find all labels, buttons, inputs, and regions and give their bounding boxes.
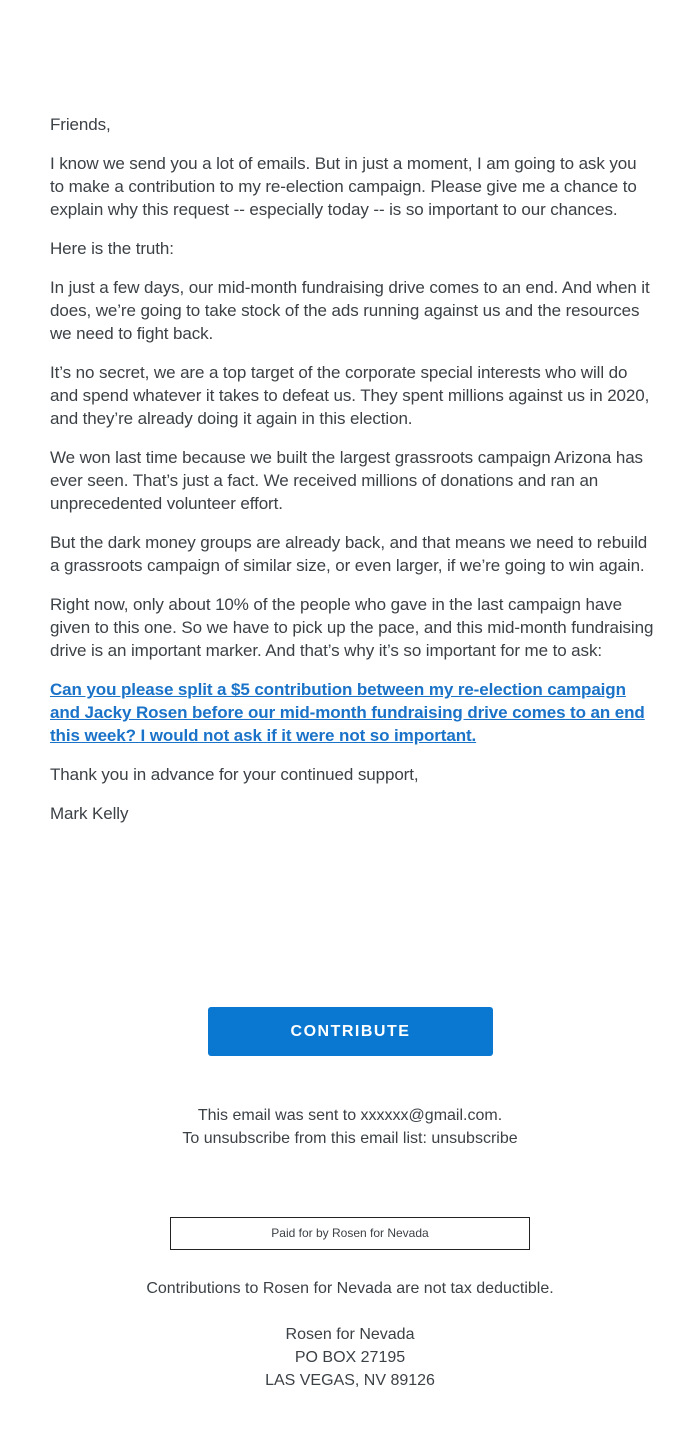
paragraph-drive: In just a few days, our mid-month fundraising drive comes to an end. And when it does, we’re going to take stock of the ads running against us and the resources we need to fight back.	[50, 278, 650, 343]
paragraph-target: It’s no secret, we are a top target of the corporate special interests who will do and spend whatever it takes to defeat us. They spent millions against us in 2020, and they’re already doing it again in this election.	[50, 363, 650, 428]
paragraph-truth: Here is the truth:	[50, 239, 174, 258]
paid-for-disclaimer: Paid for by Rosen for Nevada	[170, 1217, 530, 1250]
email-body	[50, 113, 654, 841]
paragraph-thanks: Thank you in advance for your continued support,	[50, 765, 419, 784]
paragraph-won: We won last time because we built the largest grassroots campaign Arizona has ever seen. That’s just a fact. We received millions of donations and ran an unprecedented volunteer effort.	[50, 448, 643, 513]
greeting: Friends,	[50, 115, 111, 134]
sent-to-text: This email was sent to xxxxxx@gmail.com.	[197, 1107, 503, 1124]
address-po-box: PO BOX 27195	[294, 1349, 406, 1366]
address-city: LAS VEGAS, NV 89126	[265, 1372, 435, 1389]
paragraph-intro: I know we send you a lot of emails. But in just a moment, I am going to ask you to make a contribution to my re-election campaign. Please give me a chance to explain why this request -- especially today -- is so important to our chances.	[50, 154, 637, 219]
mailing-address	[0, 1323, 700, 1392]
signature: Mark Kelly	[50, 804, 129, 823]
ask-paragraph	[50, 678, 654, 747]
paragraph-right-now: Right now, only about 10% of the people who gave in the last campaign have given to this one. So we have to pick up the pace, and this mid-month fundraising drive is an important marker. And that’s why it’s so important for me to ask:	[50, 595, 654, 660]
footer-sent-info	[0, 1104, 700, 1150]
paragraph-dark-money: But the dark money groups are already back, and that means we need to rebuild a grassroots campaign of similar size, or even larger, if we’re going to win again.	[50, 533, 648, 575]
tax-deductible-note: Contributions to Rosen for Nevada are not tax deductible.	[146, 1280, 554, 1297]
contribute-button[interactable]: CONTRIBUTE	[208, 1007, 493, 1056]
address-org: Rosen for Nevada	[285, 1326, 415, 1343]
contribution-ask-link[interactable]: Can you please split a $5 contribution between my re-election campaign and Jacky Rosen before our mid-month fundraising drive comes to an end this week? I would not ask if it were not so important.	[50, 680, 645, 745]
unsubscribe-link[interactable]: To unsubscribe from this email list: unsubscribe	[182, 1130, 518, 1147]
